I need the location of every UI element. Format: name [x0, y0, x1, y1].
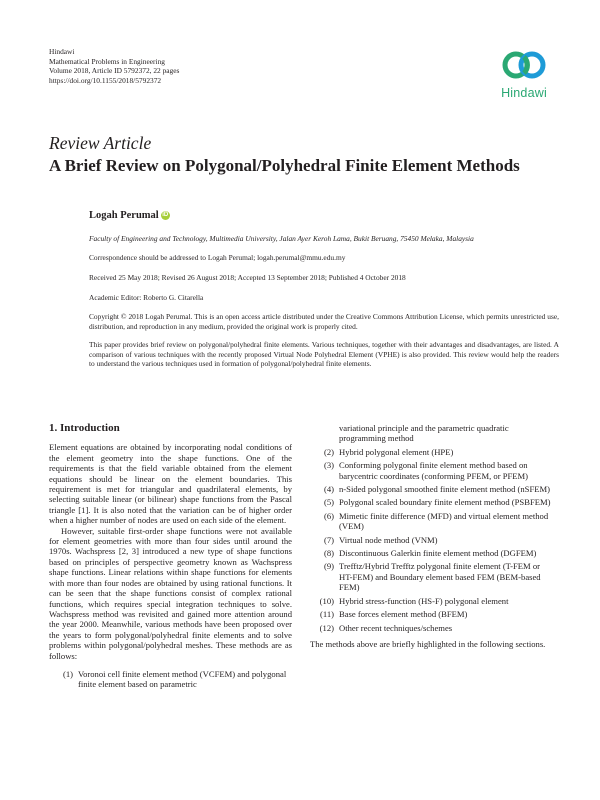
list-item-number: (1) — [62, 668, 73, 679]
list-item-text: Mimetic finite difference (MFD) and virtual element method (VEM) — [339, 510, 549, 532]
list-item-number: (11) — [320, 609, 334, 620]
method-list-start — [49, 669, 292, 690]
list-item-text: Polygonal scaled boundary finite element method (PSBFEM) — [339, 497, 551, 508]
list-item — [310, 497, 553, 507]
list-item-number: (6) — [323, 510, 334, 521]
list-item-text: Base forces element method (BFEM) — [339, 609, 468, 620]
list-item-text: n-Sided polygonal smoothed finite element method (nSFEM) — [339, 484, 550, 495]
publisher-name: Hindawi — [49, 47, 75, 56]
method-list — [310, 447, 553, 633]
publication-dates: Received 25 May 2018; Revised 26 August 2018; Accepted 13 September 2018; Published 4 October 2018 — [89, 273, 406, 282]
list-item-text: Conforming polygonal finite element method based on barycentric coordinates (conforming PFEM, or PFEM) — [339, 460, 529, 481]
list-item-text: Hybrid polygonal element (HPE) — [339, 446, 454, 457]
list-item-text: Discontinuous Galerkin finite element method (DGFEM) — [339, 548, 537, 559]
list-item-number: (8) — [323, 548, 334, 559]
journal-meta — [49, 47, 179, 85]
hindawi-logo-icon — [502, 46, 546, 84]
list-item-text: Voronoi cell finite element method (VCFEM) and polygonal finite element based on parametric — [78, 668, 287, 690]
list-item-text: Virtual node method (VNM) — [339, 534, 438, 545]
author-line — [89, 210, 170, 221]
list-item — [310, 484, 553, 494]
list-item — [310, 447, 553, 457]
list-item-number: (7) — [323, 534, 334, 545]
list-item — [49, 669, 292, 690]
correspondence: Correspondence should be addressed to Logah Perumal; logah.perumal@mmu.edu.my — [89, 253, 346, 262]
list-item-number: (2) — [323, 446, 334, 457]
academic-editor: Academic Editor: Roberto G. Citarella — [89, 293, 204, 302]
abstract: This paper provides brief review on polygonal/polyhedral finite elements. Various techniques, together with their advantages and disadvantages, are listed. A comparison of various techniques with the recently proposed Virtual Node Polyhedral Element (VPHE) is also provided. This review would help the readers to understand the various techniques used in formation of polygonal/polyhedral finite elements. — [89, 340, 559, 369]
list-item — [310, 561, 553, 592]
list-item — [310, 460, 553, 481]
list-item-number: (5) — [323, 497, 334, 508]
orcid-icon[interactable]: iD — [162, 212, 169, 218]
list-item — [310, 623, 553, 633]
intro-paragraph-1: Element equations are obtained by incorporating nodal conditions of the element geometry into the shape functions. One of the requirements is that the field variable obtained from the element equations should be linear on the element boundaries. This requirement is met for triangular and quadrilateral elements, by selecting suitable linear (or bilinear) shape functions from the Pascal triangle [1]. It is also noted that the variation can be of higher order when a higher number of nodes are used on each side of the element. — [49, 442, 292, 526]
section-heading: 1. Introduction — [49, 422, 120, 434]
list-item-number: (4) — [323, 484, 334, 495]
list-item-continuation: variational principle and the parametric quadratic programming method — [339, 423, 509, 444]
list-item — [310, 511, 553, 532]
copyright-notice: Copyright © 2018 Logah Perumal. This is an open access article distributed under the Creative Commons Attribution License, which permits unrestricted use, distribution, and reproduction in any medium, provided the original work is properly cited. — [89, 312, 559, 331]
right-column — [310, 423, 553, 658]
closing-paragraph: The methods above are briefly highlighted in the following sections. — [310, 638, 546, 649]
intro-paragraph-2: However, suitable first-order shape functions were not available for element geometries with more than four sides until around the 1970s. Wachspress [2, 3] introduced a new type of shape functions based on principles of perspective geometry known as Wachspress shape functions. Linear relations within shape functions for elements with more than four nodes are obtained by using rational functions. It can be seen that the shape functions consist of complex rational functions, which requires special integration techniques to solve. Wachspress method was revisited and gained more attention around the year 2000. Meanwhile, various methods have been proposed over the years to form polygonal/polyhedral finite elements and to solve problems within polygonal/polyhedral meshes. These methods are as follows: — [49, 525, 292, 661]
hindawi-logo — [492, 46, 556, 100]
logo-wordmark: Hindawi — [501, 86, 547, 100]
journal-name: Mathematical Problems in Engineering — [49, 56, 165, 66]
list-item-number: (3) — [323, 460, 334, 471]
list-item-number: (12) — [319, 622, 334, 633]
list-item — [310, 548, 553, 558]
list-item-text: Hybrid stress-function (HS-F) polygonal element — [339, 595, 509, 606]
list-item — [310, 596, 553, 606]
list-item — [310, 609, 553, 619]
volume-line: Volume 2018, Article ID 5792372, 22 pages — [49, 66, 180, 76]
list-item-number: (10) — [319, 595, 334, 606]
article-title: A Brief Review on Polygonal/Polyhedral Finite Element Methods — [49, 156, 520, 175]
list-item-number: (9) — [323, 561, 334, 572]
list-item-text: Other recent techniques/schemes — [339, 622, 453, 633]
list-item — [310, 535, 553, 545]
left-column — [49, 423, 292, 693]
article-type: Review Article — [49, 133, 152, 153]
list-item-text: Trefftz/Hybrid Trefftz polygonal finite element (T-FEM or HT-FEM) and Boundary element based FEM (BEM-based FEM) — [339, 561, 541, 593]
doi-link[interactable]: https://doi.org/10.1155/2018/5792372 — [49, 75, 162, 85]
affiliation: Faculty of Engineering and Technology, Multimedia University, Jalan Ayer Keroh Lama, Bukit Beruang, 75450 Melaka, Malaysia — [89, 234, 474, 243]
author-name[interactable]: Logah Perumal — [89, 210, 159, 221]
